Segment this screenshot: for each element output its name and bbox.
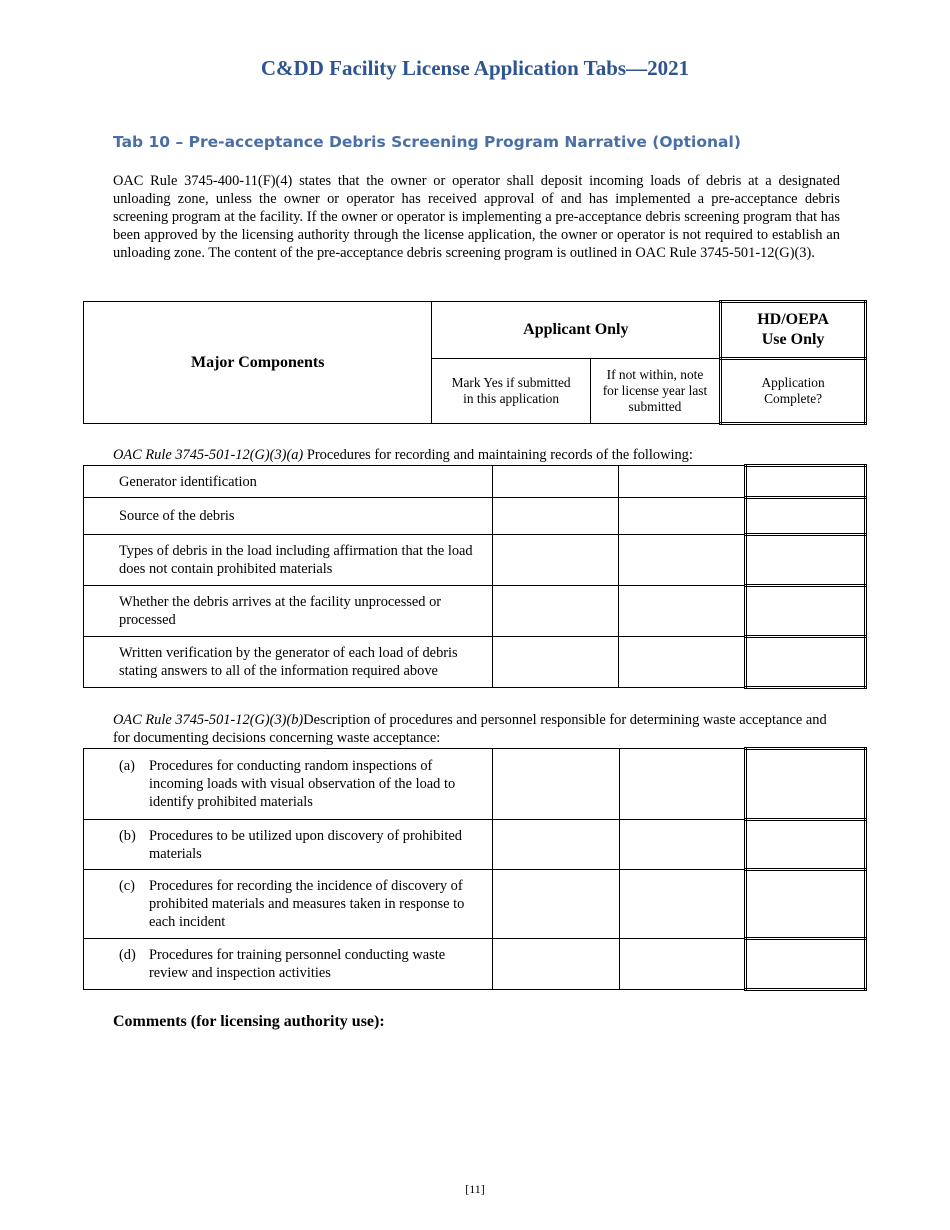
row-label: (b) (119, 827, 136, 844)
mark-yes-cell[interactable] (493, 637, 619, 688)
row-text: Procedures for recording the incidence of discovery of prohibited materials and measures taken in response to each incident (149, 878, 465, 930)
if-not-within-header: If not within, note for license year last submitted (590, 359, 720, 424)
application-complete-header: Application Complete? (721, 359, 866, 424)
application-complete-cell[interactable] (745, 820, 865, 870)
section2-rule: OAC Rule 3745-501-12(G)(3)(b) (113, 712, 304, 728)
row-description (84, 870, 493, 939)
license-year-cell[interactable] (619, 466, 745, 498)
mark-yes-cell[interactable] (493, 498, 619, 535)
application-complete-cell[interactable] (745, 637, 865, 688)
table-row (84, 939, 866, 990)
header-table (83, 300, 867, 425)
table-row (84, 586, 866, 637)
section2-label (113, 711, 840, 747)
mark-yes-cell[interactable] (493, 586, 619, 637)
row-description: Generator identification (84, 466, 493, 498)
section1-label (113, 446, 840, 464)
table-row (84, 749, 866, 820)
license-year-cell[interactable] (619, 637, 745, 688)
comments-label: Comments (for licensing authority use): (113, 1013, 385, 1030)
application-complete-cell[interactable] (745, 466, 865, 498)
row-description: Whether the debris arrives at the facility unprocessed or processed (84, 586, 493, 637)
row-label: (c) (119, 878, 135, 894)
section2-table (83, 747, 867, 991)
mark-yes-cell[interactable] (493, 535, 619, 586)
license-year-cell[interactable] (619, 820, 745, 870)
mark-yes-cell[interactable] (493, 466, 619, 498)
row-description: Types of debris in the load including affirmation that the load does not contain prohibited materials (84, 535, 493, 586)
section2-text: Description of procedures and personnel responsible for determining waste acceptance and for documenting decisions concerning waste acceptance: (113, 712, 827, 746)
row-label: (d) (119, 947, 136, 963)
table-row (84, 820, 866, 870)
license-year-cell[interactable] (619, 586, 745, 637)
mark-yes-cell[interactable] (493, 749, 619, 820)
section1-text: Procedures for recording and maintaining records of the following: (303, 447, 693, 463)
application-complete-cell[interactable] (745, 939, 865, 990)
license-year-cell[interactable] (619, 870, 745, 939)
mark-yes-cell[interactable] (493, 870, 619, 939)
applicant-only-header: Applicant Only (432, 302, 721, 359)
row-description (84, 749, 493, 820)
application-complete-cell[interactable] (745, 749, 865, 820)
tab-heading: Tab 10 – Pre-acceptance Debris Screening Program Narrative (Optional) (113, 133, 741, 151)
application-complete-cell[interactable] (745, 870, 865, 939)
row-text: Procedures for training personnel conducting waste review and inspection activities (149, 947, 446, 981)
row-description (84, 939, 493, 990)
mark-yes-cell[interactable] (493, 939, 619, 990)
mark-yes-cell[interactable] (493, 820, 619, 870)
application-complete-cell[interactable] (745, 498, 865, 535)
table-row (84, 637, 866, 688)
row-text: Procedures to be utilized upon discovery of prohibited materials (149, 827, 462, 862)
table-row (84, 535, 866, 586)
section1-table (83, 464, 867, 689)
license-year-cell[interactable] (619, 535, 745, 586)
application-complete-cell[interactable] (745, 535, 865, 586)
table-row (84, 466, 866, 498)
section1-rule: OAC Rule 3745-501-12(G)(3)(a) (113, 447, 304, 463)
hd-oepa-header (721, 302, 866, 359)
table-row (84, 870, 866, 939)
mark-yes-header: Mark Yes if submitted in this application (432, 359, 590, 424)
page-number: [11] (465, 1182, 485, 1196)
row-description: Source of the debris (84, 498, 493, 535)
row-text: Procedures for conducting random inspections of incoming loads with visual observation of the load to identify prohibited materials (149, 758, 456, 810)
row-label: (a) (119, 758, 135, 774)
license-year-cell[interactable] (619, 749, 745, 820)
row-description (84, 820, 493, 870)
table-row (84, 498, 866, 535)
hd-oepa-line1: HD/OEPA (757, 311, 829, 328)
intro-paragraph: OAC Rule 3745-400-11(F)(4) states that the owner or operator shall deposit incoming loads of debris at a designated unloading zone, unless the owner or operator has received approval of and has implemented a pre-acceptance debris screening program at the facility. If the owner or operator is implementing a pre-acceptance debris screening program that has been approved by the licensing authority through the license application, the owner or operator is not required to establish an unloading zone. The content of the pre-acceptance debris screening program is outlined in OAC Rule 3745-501-12(G)(3). (113, 173, 840, 261)
application-complete-cell[interactable] (745, 586, 865, 637)
license-year-cell[interactable] (619, 498, 745, 535)
row-description: Written verification by the generator of each load of debris stating answers to all of the information required above (84, 637, 493, 688)
document-title: C&DD Facility License Application Tabs—2021 (260, 56, 690, 80)
major-components-header: Major Components (84, 302, 432, 424)
license-year-cell[interactable] (619, 939, 745, 990)
hd-oepa-line2: Use Only (761, 331, 825, 348)
